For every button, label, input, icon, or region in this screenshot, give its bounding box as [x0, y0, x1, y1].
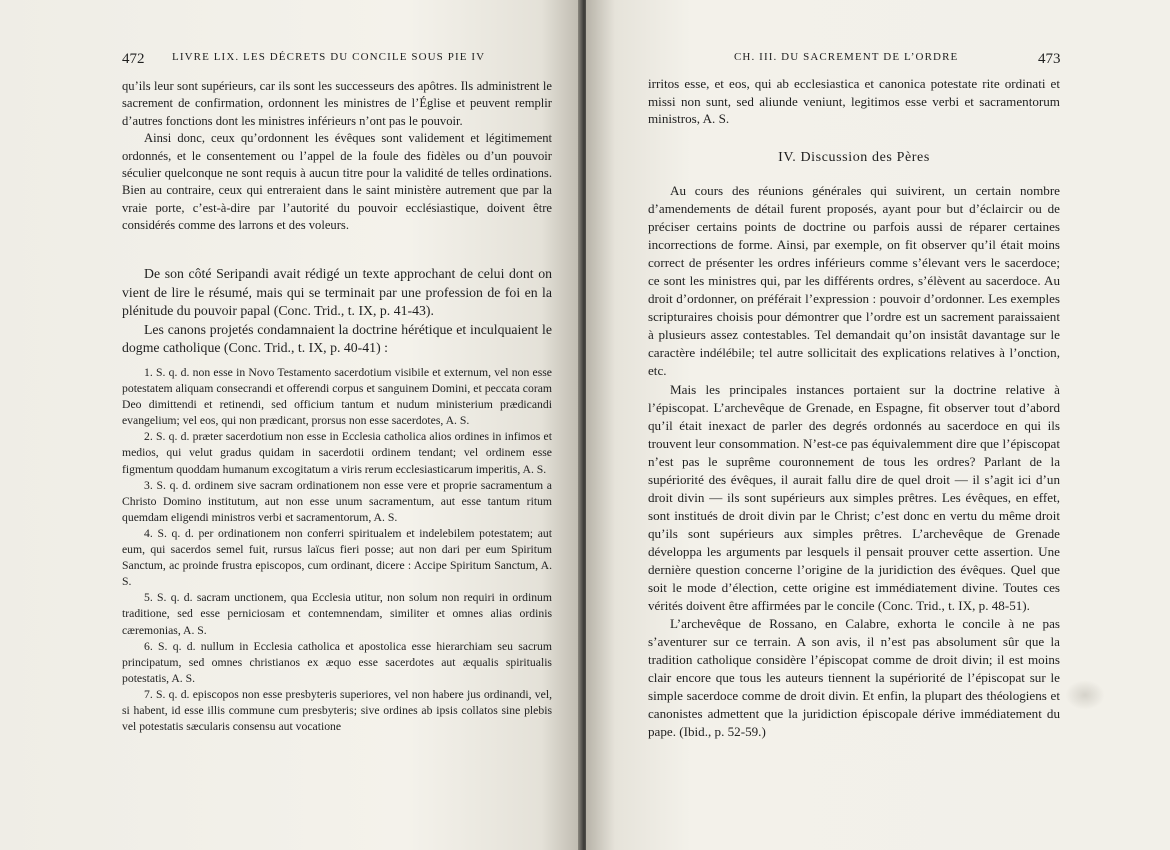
paragraph: Ainsi donc, ceux qu’ordonnent les évêques sont validement et légitimement ordonnés, et le consentement ou l’appel de la foule des fidèles ou d’un pouvoir séculier quelconque ne sont requis à aucun titre pour la validité de telles ordinations. Bien au contraire, ceux qui entreraient dans le saint ministère autrement que par la vraie porte, c’est-à-dire par l’autorité du pouvoir ecclésiastique, doivent être considérés comme des larrons et des voleurs.	[122, 131, 552, 233]
paragraph: L’archevêque de Rossano, en Calabre, exhorta le concile à ne pas s’aventurer sur ce terrain. A son avis, il n’est pas absolument sûr que la tradition catholique considère l’épiscopat comme de droit divin; il est moins clair encore que tous les auteurs tiennent la supériorité de l’épiscopat sur le simple sacerdoce comme de droit divin. Et enfin, la plupart des théologiens et canonistes admettent que la juridiction épiscopale dérive immédiatement du pape. (Ibid., p. 52-59.)	[648, 616, 1060, 740]
canon-item: 5. S. q. d. sacram unctionem, qua Ecclesia utitur, non solum non requiri in ordinum traditione, sed esse perniciosam et contemnendam, similiter et omnes alias ordinis cæremonias, A. S.	[122, 591, 552, 637]
right-body-text	[648, 75, 1060, 128]
left-running-head: LIVRE LIX. LES DÉCRETS DU CONCILE SOUS PIE IV	[172, 51, 486, 63]
right-page-number: 473	[1038, 51, 1061, 67]
right-running-head: CH. III. DU SACREMENT DE L’ORDRE	[734, 51, 959, 63]
canon-item: 7. S. q. d. episcopos non esse presbyteris superiores, vel non habere jus ordinandi, vel, si habent, id esse illis commune cum presbyteris; sive ordines ab ipsis collatos sine plebis vel potestatis sæcularis consensu aut vocatione	[122, 687, 552, 734]
left-body-text	[122, 78, 552, 235]
right-body-text-2	[648, 182, 1060, 741]
paragraph: Au cours des réunions générales qui suivirent, un certain nombre d’amendements de détail furent proposés, ayant pour but d’éclaircir ou de préciser certains points de doctrine ou parfois aussi de réparer certaines incorrections de forme. Ainsi, par exemple, on fit observer qu’il était moins correct de présenter les ordres inférieurs comme s’élevant vers le sacerdoce; ce sont les ministres qui, par les différents ordres, s’élèvent au sacerdoce. Au droit d’ordonner, on préférait l’expression : pouvoir d’ordonner. Les exemples scripturaires choisis pour démontrer que l’ordre est un sacrement paraissaient à plusieurs assez contestables. Tel demandait qu’on insistât davantage sur le caractère indélébile; tel autre sollicitait des explications relatives à l’onction, etc.	[648, 183, 1060, 379]
left-page-number: 472	[122, 51, 145, 67]
paragraph: Mais les principales instances portaient sur la doctrine relative à l’épiscopat. L’archevêque de Grenade, en Espagne, fit observer tout d’abord qu’il était inexact de parler des degrés ordonnés au sacerdoce en qui ils trouvent leur consommation. N’est-ce pas équivalemment dire que l’épiscopat n’est pas le suprême couronnement de tous les ordres? Parlant de la supériorité des évêques, il aurait fallu dire de quel droit — il s’agit ici d’un droit divin — ils sont supérieurs aux simples prêtres. Les évêques, en effet, sont institués de droit divin par le Christ; c’est donc en vertu du même droit qu’ils sont supérieurs aux simples prêtres. L’archevêque de Grenade développa les arguments par lesquels il pensait prouver cette assertion. Une dernière question concerne l’origine de la juridiction des évêques. Quel que soit le mode d’élection, cette origine est immédiatement divine. Toutes ces vérités doivent être affirmées par le concile (Conc. Trid., t. IX, p. 48-51).	[648, 381, 1060, 614]
canon-item: 3. S. q. d. ordinem sive sacram ordinationem non esse vere et proprie sacramentum a Christo Domino institutum, aut non esse unum sacramentum, aut esse tantum ritum quemdam eligendi ministros verbi et sacramentorum, A. S.	[122, 478, 552, 524]
paper-smudge	[1065, 680, 1105, 710]
canon-item: 1. S. q. d. non esse in Novo Testamento sacerdotium visibile et externum, vel non esse potestatem aliquam consecrandi et offerendi corpus et sanguinem Domini, et peccata coram Deo dimittendi et retinendi, sed officium tantum et nudum ministerium prædicandi evangelium; vel eos, qui non prædicant, prorsus non esse sacerdotes, A. S.	[122, 366, 552, 428]
canons-list	[122, 365, 552, 735]
paragraph: De son côté Seripandi avait rédigé un texte approchant de celui dont on vient de lire le résumé, mais qui se terminait par une profession de foi en la plénitude du pouvoir papal (Conc. Trid., t. IX, p. 41-43).	[122, 266, 552, 319]
paragraph: qu’ils leur sont supérieurs, car ils sont les successeurs des apôtres. Ils administrent le sacrement de confirmation, ordonnent les ministres de l’Église et peuvent remplir d’autres fonctions dont les ministres inférieurs n’ont pas le pouvoir.	[122, 79, 552, 128]
left-body-text-2	[122, 265, 552, 358]
paragraph: Les canons projetés condamnaient la doctrine hérétique et inculquaient le dogme catholique (Conc. Trid., t. IX, p. 40-41) :	[122, 321, 552, 356]
paragraph: irritos esse, et eos, qui ab ecclesiastica et canonica potestate rite ordinati et missi non sunt, sed aliunde veniunt, legitimos esse verbi et sacramentorum ministros, A. S.	[648, 76, 1060, 127]
canon-item: 4. S. q. d. per ordinationem non conferri spiritualem et indelebilem potestatem; aut eum, qui sacerdos semel fuit, rursus laïcus fieri posse; aut non dari per eum Spiritum Sanctum, ac proinde frustra episcopos, cum ordinant, dicere : Accipe Spiritum Sanctum, A. S.	[122, 526, 552, 589]
canon-item: 6. S. q. d. nullum in Ecclesia catholica et apostolica esse hierarchiam seu sacrum principatum, sed omnes christianos ex æquo esse sacerdotes aut æqualis spiritualis potestatis, A. S.	[122, 639, 552, 685]
canon-item: 2. S. q. d. præter sacerdotium non esse in Ecclesia catholica alios ordines in infimos et medios, qui velut gradus quidam in sacerdotii ordinem tendant; vel ordinem esse figmentum quoddam humanum excogitatum a viris rerum ecclesiasticarum imperitis, A. S.	[122, 430, 552, 476]
left-page	[0, 0, 582, 850]
section-title: IV. Discussion des Pères	[778, 150, 930, 165]
